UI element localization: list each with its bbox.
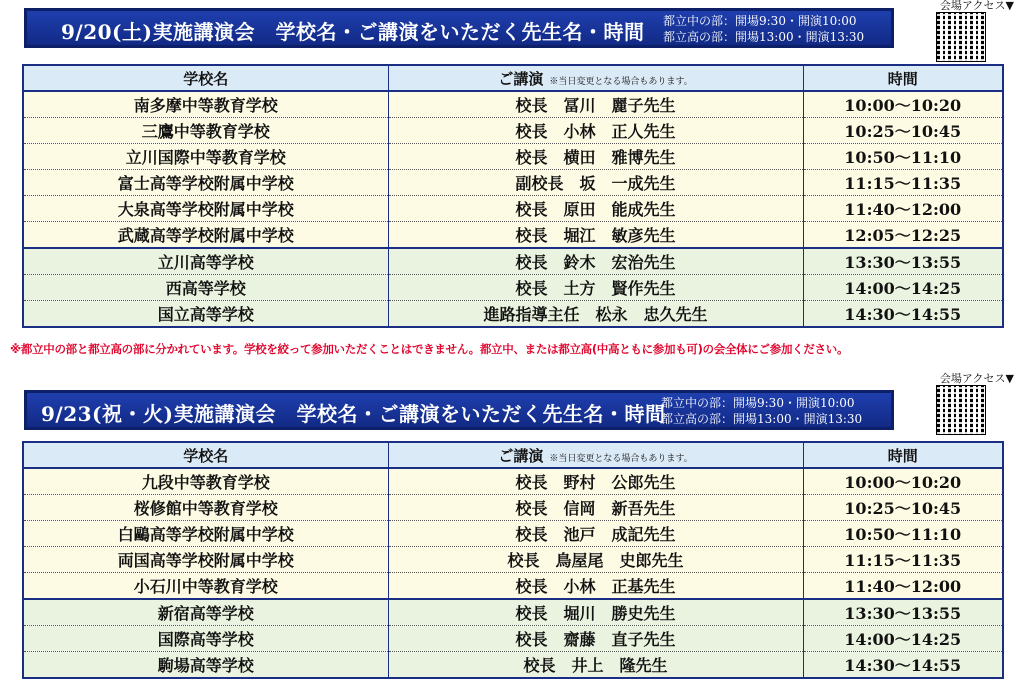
cell-school: 立川高等学校	[23, 248, 388, 275]
session-2-jhs-time: 都立中の部：開場9:30・開演10:00	[661, 396, 855, 410]
cell-school: 富士高等学校附属中学校	[23, 170, 388, 196]
cell-speaker: 校長 井上 隆先生	[388, 652, 803, 679]
cell-speaker: 校長 小林 正人先生	[388, 118, 803, 144]
session-2-table	[22, 441, 1004, 679]
warning-notice: ※都立中の部と都立高の部に分かれています。学校を絞って参加いただくことはできません。都立中、または都立高(中高ともに参加も可)の会全体にご参加ください。	[10, 342, 849, 356]
cell-time: 12:05～12:25	[803, 222, 1003, 249]
cell-speaker: 校長 堀江 敏彦先生	[388, 222, 803, 249]
cell-time: 10:25～10:45	[803, 118, 1003, 144]
cell-speaker: 校長 池戸 成記先生	[388, 521, 803, 547]
cell-speaker: 校長 鳥屋尾 史郎先生	[388, 547, 803, 573]
cell-speaker: 副校長 坂 一成先生	[388, 170, 803, 196]
table-row	[23, 91, 1003, 118]
session-1-times	[663, 13, 864, 45]
cell-school: 国立高等学校	[23, 301, 388, 328]
cell-time: 10:00～10:20	[803, 468, 1003, 495]
session-2-access-label: 会場アクセス▼	[939, 372, 1014, 385]
table-row	[23, 222, 1003, 249]
cell-time: 10:00～10:20	[803, 91, 1003, 118]
cell-school: 小石川中等教育学校	[23, 573, 388, 600]
table-row	[23, 599, 1003, 626]
header-school: 学校名	[23, 65, 388, 91]
cell-speaker: 校長 土方 賢作先生	[388, 275, 803, 301]
table-header	[23, 442, 1003, 468]
cell-time: 14:30～14:55	[803, 301, 1003, 328]
header-note: ※当日変更となる場合もあります。	[549, 76, 693, 87]
cell-school: 九段中等教育学校	[23, 468, 388, 495]
session-1-access-label: 会場アクセス▼	[939, 0, 1014, 12]
cell-speaker: 校長 堀川 勝史先生	[388, 599, 803, 626]
cell-time: 10:25～10:45	[803, 495, 1003, 521]
table-row	[23, 495, 1003, 521]
header-school: 学校名	[23, 442, 388, 468]
cell-time: 14:00～14:25	[803, 275, 1003, 301]
session-2-times	[661, 395, 862, 427]
cell-speaker: 校長 冨川 麗子先生	[388, 91, 803, 118]
cell-time: 13:30～13:55	[803, 248, 1003, 275]
cell-time: 13:30～13:55	[803, 599, 1003, 626]
cell-speaker: 校長 小林 正基先生	[388, 573, 803, 600]
cell-speaker: 校長 鈴木 宏治先生	[388, 248, 803, 275]
session-1-table	[22, 64, 1004, 328]
cell-school: 両国高等学校附属中学校	[23, 547, 388, 573]
cell-time: 14:30～14:55	[803, 652, 1003, 679]
table-row	[23, 521, 1003, 547]
table-row	[23, 626, 1003, 652]
cell-time: 11:40～12:00	[803, 196, 1003, 222]
session-2-hs-time: 都立高の部：開場13:00・開演13:30	[661, 412, 863, 426]
session-1-qr-code[interactable]	[936, 12, 986, 62]
cell-time: 11:40～12:00	[803, 573, 1003, 600]
header-speaker	[388, 442, 803, 468]
cell-school: 武蔵高等学校附属中学校	[23, 222, 388, 249]
cell-school: 三鷹中等教育学校	[23, 118, 388, 144]
cell-speaker: 校長 野村 公郎先生	[388, 468, 803, 495]
table-header	[23, 65, 1003, 91]
table-row	[23, 170, 1003, 196]
cell-school: 駒場高等学校	[23, 652, 388, 679]
cell-school: 大泉高等学校附属中学校	[23, 196, 388, 222]
cell-time: 10:50～11:10	[803, 521, 1003, 547]
cell-time: 11:15～11:35	[803, 547, 1003, 573]
header-speaker-label: ご講演	[498, 69, 544, 88]
header-note: ※当日変更となる場合もあります。	[549, 453, 693, 464]
header-speaker	[388, 65, 803, 91]
session-2-title: 9/23(祝・火)実施講演会 学校名・ご講演をいただく先生名・時間	[41, 402, 666, 426]
cell-school: 西高等学校	[23, 275, 388, 301]
cell-school: 国際高等学校	[23, 626, 388, 652]
table-row	[23, 196, 1003, 222]
cell-time: 14:00～14:25	[803, 626, 1003, 652]
cell-speaker: 校長 横田 雅博先生	[388, 144, 803, 170]
header-time: 時間	[803, 65, 1003, 91]
cell-speaker: 校長 齋藤 直子先生	[388, 626, 803, 652]
header-speaker-label: ご講演	[498, 446, 544, 465]
session-1-rows	[23, 91, 1003, 327]
cell-speaker: 校長 原田 能成先生	[388, 196, 803, 222]
session-1-title: 9/20(土)実施講演会 学校名・ご講演をいただく先生名・時間	[61, 20, 645, 44]
cell-time: 11:15～11:35	[803, 170, 1003, 196]
table-row	[23, 118, 1003, 144]
table-row	[23, 275, 1003, 301]
session-2-qr-code[interactable]	[936, 385, 986, 435]
session-2-rows	[23, 468, 1003, 678]
table-row	[23, 468, 1003, 495]
table-row	[23, 573, 1003, 600]
table-row	[23, 301, 1003, 328]
cell-speaker: 校長 信岡 新吾先生	[388, 495, 803, 521]
cell-speaker: 進路指導主任 松永 忠久先生	[388, 301, 803, 328]
cell-time: 10:50～11:10	[803, 144, 1003, 170]
cell-school: 南多摩中等教育学校	[23, 91, 388, 118]
session-2-banner	[24, 390, 894, 430]
table-row	[23, 248, 1003, 275]
cell-school: 立川国際中等教育学校	[23, 144, 388, 170]
table-row	[23, 144, 1003, 170]
cell-school: 桜修館中等教育学校	[23, 495, 388, 521]
table-row	[23, 652, 1003, 679]
header-time: 時間	[803, 442, 1003, 468]
session-1-jhs-time: 都立中の部：開場9:30・開演10:00	[663, 14, 857, 28]
table-row	[23, 547, 1003, 573]
session-1-banner	[24, 8, 894, 48]
cell-school: 白鷗高等学校附属中学校	[23, 521, 388, 547]
cell-school: 新宿高等学校	[23, 599, 388, 626]
session-1-hs-time: 都立高の部：開場13:00・開演13:30	[663, 30, 865, 44]
